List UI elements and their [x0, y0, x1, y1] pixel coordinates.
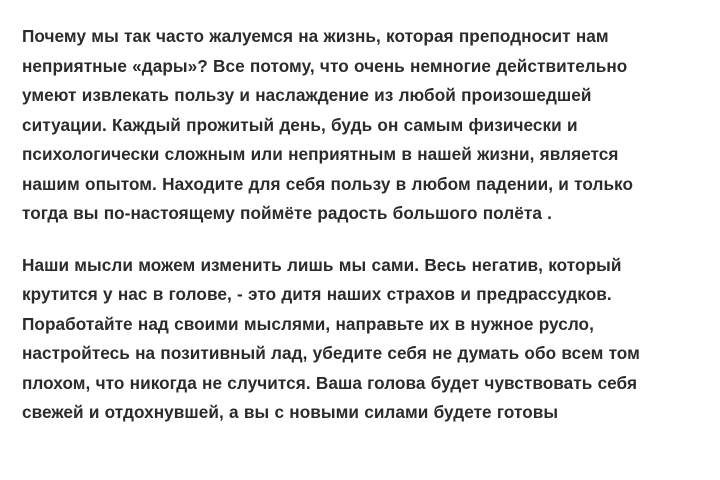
- paragraph-1: Почему мы так часто жалуемся на жизнь, которая преподносит нам неприятные «дары»? Все потому, что очень немногие действительно умеют извлекать пользу и наслаждение из любой произошедшей ситуации. Каждый прожитый день, будь он самым физически и психологически сложным или неприятным в нашей жизни, является нашим опытом. Находите для себя пользу в любом падении, и только тогда вы по-настоящему поймёте радость большого полёта .: [22, 26, 634, 223]
- document-text-body: [22, 22, 670, 428]
- paragraph-2: Наши мысли можем изменить лишь мы сами. Весь негатив, который крутится у нас в голове, - это дитя наших страхов и предрассудков. Поработайте над своими мыслями, направьте их в нужное русло, настройтесь на позитивный лад, убедите себя не думать обо всем том плохом, что никогда не случится. Ваша голова будет чувствовать себя свежей и отдохнувшей, а вы с новыми силами будете готовы: [22, 254, 640, 422]
